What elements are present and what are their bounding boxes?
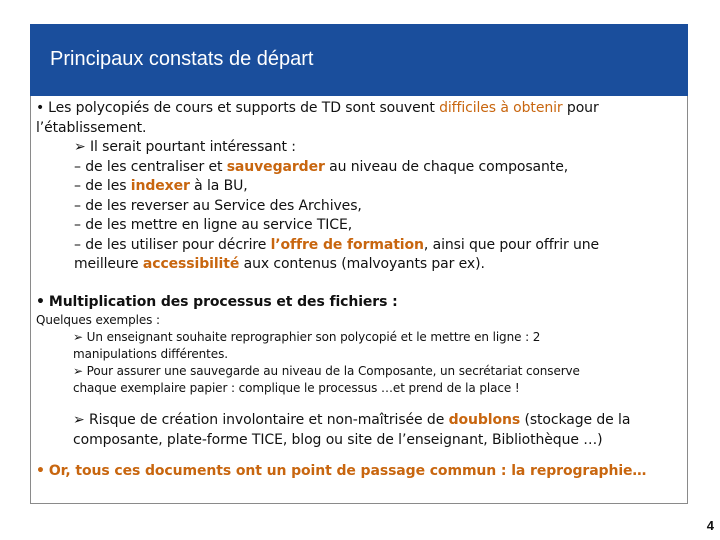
text: Il serait pourtant intéressant : — [89, 139, 296, 155]
example-1: ➢ Un enseignant souhaite reprographier son polycopié et le mettre en ligne : 2 — [73, 330, 541, 344]
example-1-cont: manipulations différentes. — [73, 347, 228, 361]
highlight: l’offre de formation — [270, 236, 424, 253]
text: Or, tous ces documents ont un point de passage commun : la reprographie… — [48, 463, 647, 479]
sub-point — [36, 138, 676, 158]
bullet-icon: • — [36, 100, 45, 116]
bullet-icon: • — [36, 463, 45, 479]
arrow-icon: ➢ — [73, 330, 87, 344]
list-item: – de les utiliser pour décrire l’offre de formation, ainsi que pour offrir une — [74, 236, 600, 253]
list-item: – de les centraliser et sauvegarder au niveau de chaque composante, — [74, 158, 569, 175]
bullet-3 — [36, 462, 676, 482]
example-2: ➢ Pour assurer une sauvegarde au niveau de la Composante, un secrétariat conserve — [73, 364, 580, 378]
examples-label: Quelques exemples : — [36, 313, 160, 327]
arrow-icon: ➢ — [74, 139, 90, 155]
slide-title: Principaux constats de départ — [50, 48, 314, 70]
page-number: 4 — [706, 518, 714, 533]
highlight: sauvegarder — [226, 158, 325, 175]
text: Les polycopiés de cours et supports de TD sont souvent — [48, 100, 440, 116]
highlight: indexer — [130, 178, 190, 194]
risk-point-cont: composante, plate-forme TICE, blog ou site de l’enseignant, Bibliothèque …) — [73, 431, 603, 448]
list-item: meilleure accessibilité aux contenus (malvoyants par ex). — [74, 256, 485, 272]
list-item: – de les reverser au Service des Archives, — [74, 197, 362, 214]
bullet-icon: • — [36, 293, 45, 310]
bullet-1 — [36, 99, 676, 119]
text: pour — [562, 100, 599, 116]
bullet-2 — [36, 293, 676, 313]
slide-content — [36, 99, 676, 482]
highlight: accessibilité — [142, 256, 240, 272]
arrow-icon: ➢ — [73, 412, 89, 428]
highlight: difficiles à obtenir — [439, 100, 563, 116]
bullet-1-line-2: l’établissement. — [36, 119, 147, 136]
list-item: – de les indexer à la BU, — [74, 178, 248, 194]
example-2-cont: chaque exemplaire papier : complique le processus …et prend de la place ! — [73, 381, 520, 395]
list-item: – de les mettre en ligne au service TICE, — [74, 217, 353, 233]
text: Multiplication des processus et des fichiers : — [48, 293, 398, 310]
risk-point: ➢ Risque de création involontaire et non-maîtrisée de doublons (stockage de la — [73, 412, 631, 428]
highlight: doublons — [448, 412, 521, 428]
title-bar — [30, 24, 688, 96]
arrow-icon: ➢ — [73, 364, 87, 378]
